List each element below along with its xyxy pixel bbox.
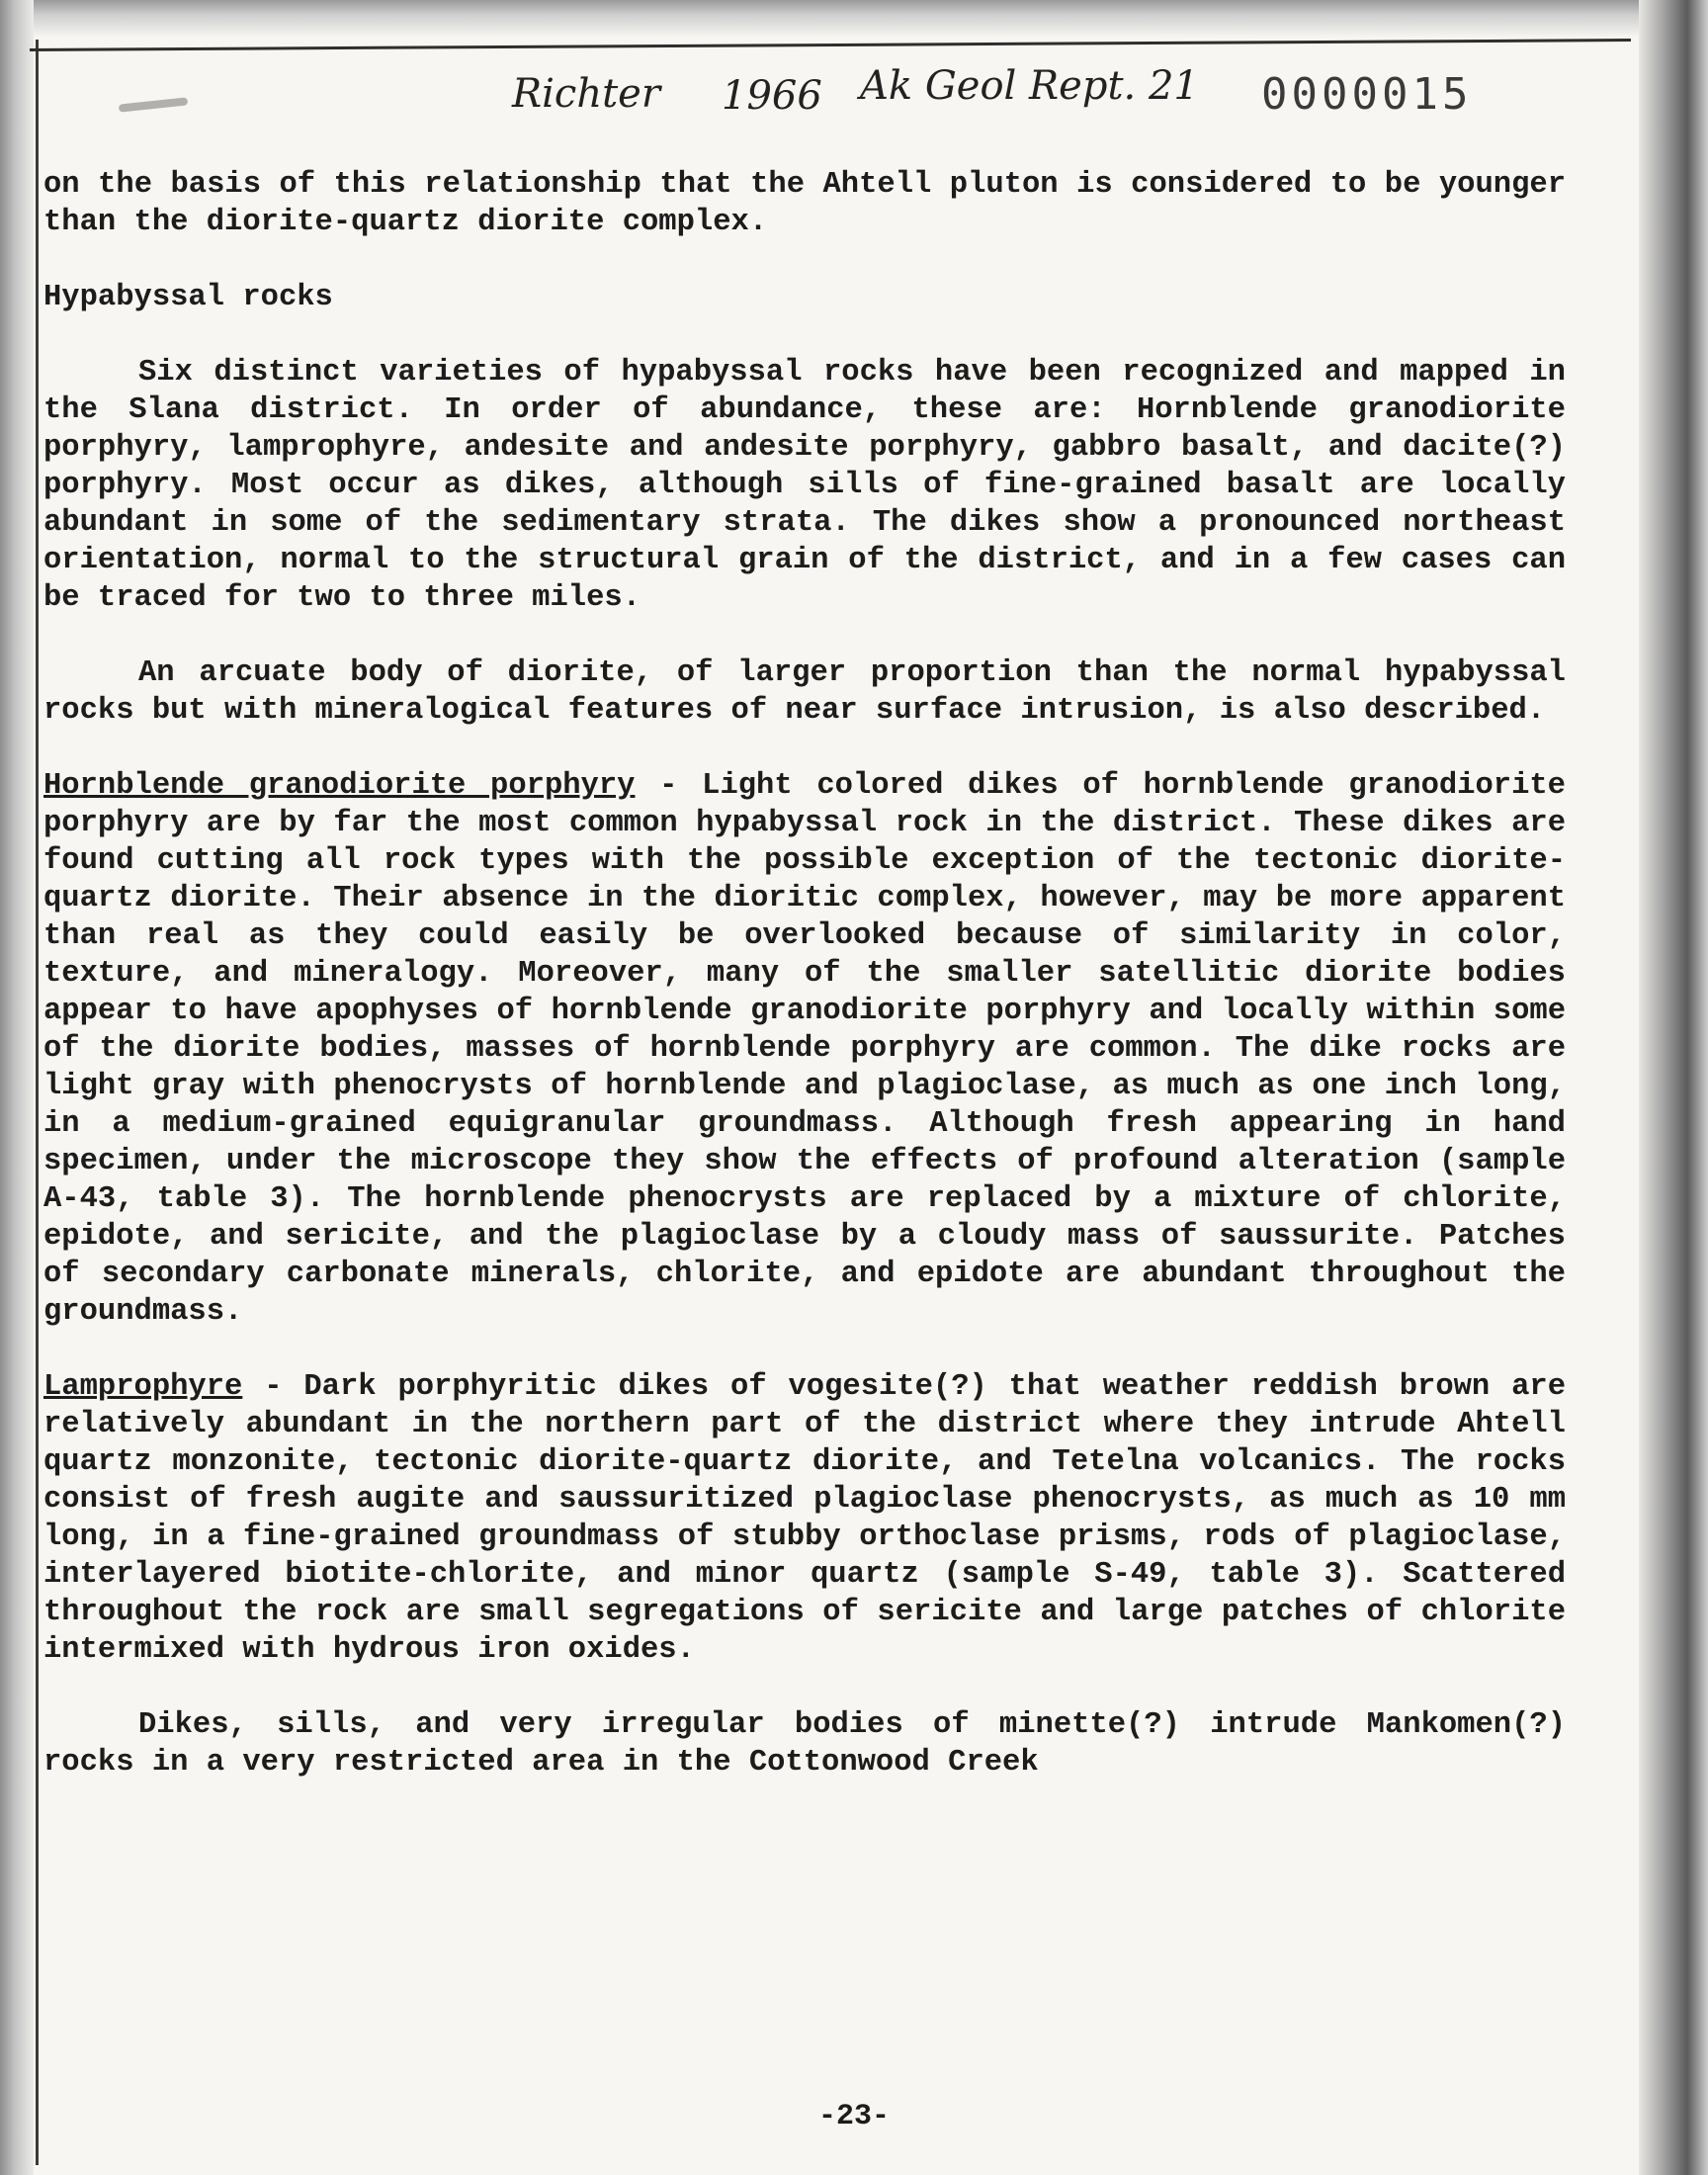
lamprophyre-text: - Dark porphyritic dikes of vogesite(?) that weather reddish brown are relatively abundant in the northern part of the district where they intrude Ahtell quartz monzonite, tectonic diorite-quartz diorite, and Tetelna volcanics. The rocks consist of fresh augite and saussuritized plagioclase phenocrysts, as much as 10 mm long, in a fine-grained groundmass of stubby orthoclase prisms, rods of plagioclase, interlayered biotite-chlorite, and minor quartz (sample S-49, table 3). Scattered throughout the rock are small segregations of sericite and large patches of chlorite intermixed with hydrous iron oxides. <box>43 1370 1566 1667</box>
handwritten-reference: Ak Geol Rept. 21 <box>860 63 1199 109</box>
page-body <box>43 166 1566 1819</box>
hornblende-text: - Light colored dikes of hornblende granodiorite porphyry are by far the most common hypabyssal rock in the district. These dikes are found cutting all rock types with the possible exception of the tectonic diorite-quartz diorite. Their absence in the dioritic complex, however, may be more apparent than real as they could easily be overlooked because of similarity in color, texture, and mineralogy. Moreover, many of the smaller satellitic diorite bodies appear to have apophyses of hornblende granodiorite porphyry and locally within some of the diorite bodies, masses of hornblende porphyry are common. The dike rocks are light gray with phenocrysts of hornblende and plagioclase, as much as one inch long, in a medium-grained equigranular groundmass. Although fresh appearing in hand specimen, under the microscope they show the effects of profound alteration (sample A-43, table 3). The hornblende phenocrysts are replaced by a mixture of chlorite, epidote, and sericite, and the plagioclase by a cloudy mass of saussurite. Patches of secondary carbonate minerals, chlorite, and epidote are abundant throughout the groundmass. <box>43 769 1566 1329</box>
varieties-paragraph: Six distinct varieties of hypabyssal rocks have been recognized and mapped in the Slana district. In order of abundance, these are: Hornblende granodiorite porphyry, lamprophyre, andesite and andesite porphyry, gabbro basalt, and dacite(?) porphyry. Most occur as dikes, although sills of fine-grained basalt are locally abundant in some of the sedimentary strata. The dikes show a pronounced northeast orientation, normal to the structural grain of the district, and in a few cases can be traced for two to three miles. <box>43 356 1566 615</box>
minette-paragraph: Dikes, sills, and very irregular bodies of minette(?) intrude Mankomen(?) rocks in a very restricted area in the Cottonwood Creek <box>43 1708 1566 1780</box>
page-number: -23- <box>817 2100 890 2133</box>
hornblende-subheading: Hornblende granodiorite porphyry <box>43 769 636 803</box>
hornblende-paragraph <box>43 767 1566 1331</box>
scan-left-border-line <box>36 40 39 2165</box>
scan-right-edge <box>1639 0 1708 2175</box>
handwritten-author: Richter <box>512 71 660 117</box>
scan-left-edge <box>0 0 34 2175</box>
lamprophyre-paragraph <box>43 1368 1566 1669</box>
intro-paragraph: on the basis of this relationship that the Ahtell pluton is considered to be younger than the diorite-quartz diorite complex. <box>43 168 1566 239</box>
scan-top-border-line <box>30 39 1631 51</box>
arcuate-paragraph: An arcuate body of diorite, of larger proportion than the normal hypabyssal rocks but with mineralogical features of near surface intrusion, is also described. <box>43 656 1566 728</box>
handwritten-year: 1966 <box>722 73 822 119</box>
scan-top-edge <box>0 0 1708 38</box>
lamprophyre-subheading: Lamprophyre <box>43 1370 243 1404</box>
document-id: 0000015 <box>1261 69 1473 120</box>
page-header <box>0 61 1708 121</box>
section-heading: Hypabyssal rocks <box>43 281 333 314</box>
scan-smudge-mark <box>119 97 188 112</box>
